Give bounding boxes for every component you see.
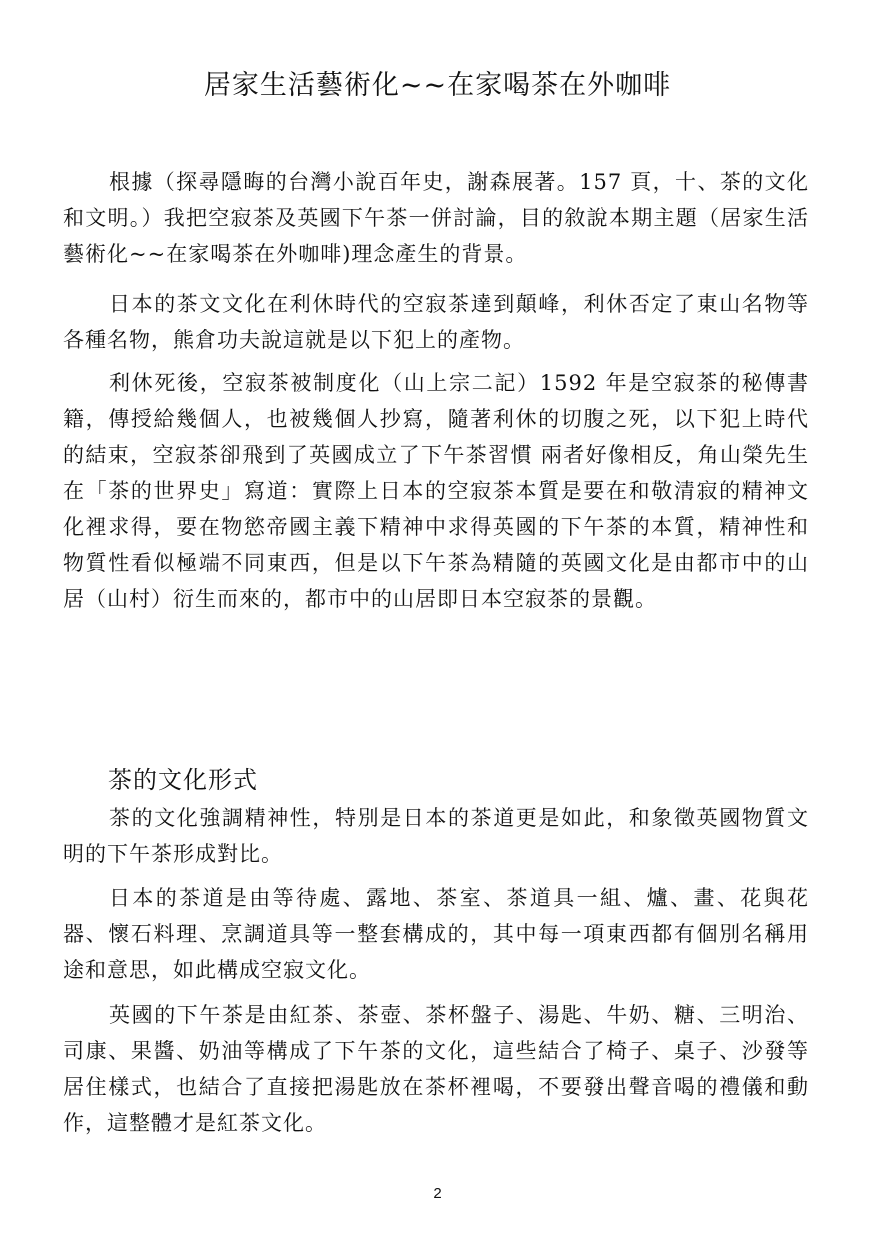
section-paragraph-2: 日本的茶道是由等待處、露地、茶室、茶道具一組、爐、畫、花與花器、懷石料理、烹調道具等一整套構成的，其中每一項東西都有個別名稱用途和意思，如此構成空寂文化。 (63, 886, 809, 982)
intro-paragraph-2: 日本的茶文文化在利休時代的空寂茶達到顛峰，利休否定了東山名物等各種名物，熊倉功夫說這就是以下犯上的產物。 (63, 292, 809, 352)
intro-paragraph-1: 根據（探尋隱晦的台灣小說百年史，謝森展著。157 頁，十、茶的文化和文明。）我把空寂茶及英國下午茶一併討論，目的敘說本期主題（居家生活藝術化~~在家喝茶在外咖啡)理念產生的背景。 (63, 170, 809, 266)
section-heading: 茶的文化形式 (108, 766, 258, 794)
page-number: 2 (433, 1185, 442, 1202)
section-paragraph-1: 茶的文化強調精神性，特別是日本的茶道更是如此，和象徵英國物質文明的下午茶形成對比。 (63, 806, 809, 866)
section-paragraph-3: 英國的下午茶是由紅茶、茶壺、茶杯盤子、湯匙、牛奶、糖、三明治、司康、果醬、奶油等構成了下午茶的文化，這些結合了椅子、桌子、沙發等居住樣式，也結合了直接把湯匙放在茶杯裡喝，不要發出聲音喝的禮儀和動作，這整體才是紅茶文化。 (63, 1003, 809, 1135)
intro-paragraph-3: 利休死後，空寂茶被制度化（山上宗二記）1592 年是空寂茶的秘傳書籍，傳授給幾個人，也被幾個人抄寫，隨著利休的切腹之死，以下犯上時代的結束，空寂茶卻飛到了英國成立了下午茶習慣 兩者好像相反，角山榮先生在「茶的世界史」寫道：實際上日本的空寂茶本質是要在和敬清寂的精神文化裡求得，要在物慾帝國主義下精神中求得英國的下午茶的本質，精神性和物質性看似極端不同東西，但是以下午茶為精隨的英國文化是由都市中的山居（山村）衍生而來的，都市中的山居即日本空寂茶的景觀。 (63, 371, 809, 611)
document-title: 居家生活藝術化~~在家喝茶在外咖啡 (203, 70, 672, 101)
